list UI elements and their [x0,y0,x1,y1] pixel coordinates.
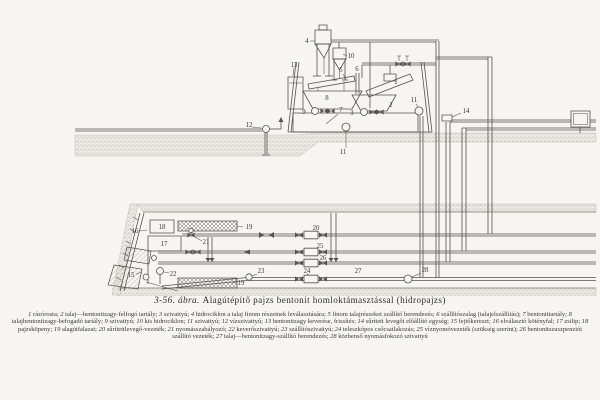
part-label-17: 17 [160,241,168,248]
small-hydrocyclone-10 [331,42,348,80]
booster-pump-28 [404,275,412,283]
legend-item: 27 talaj—bentonitzagy-szállító berendezés; [215,332,331,340]
part-label-3: 3 [350,110,354,117]
part-label-27: 27 [354,268,362,275]
pressure-regulator [189,228,193,232]
part-label-6: 6 [355,66,359,73]
part-label-4: 4 [305,38,309,45]
surface-plant [288,42,432,148]
legend-item: 16 elválasztó kötényfal; [492,318,557,326]
part-label-28: 28 [421,267,429,274]
part-label-16: 16 [131,228,139,235]
legend-item: 24 teleszkópos csőcsatlakozás; [334,325,417,333]
legend-item: 25 víznyomóvezeték (szükség szerint); [416,325,520,333]
legend-item: 13 bentonitzagy keverése, frissítés; [264,318,358,326]
legend-item: 17 zsilip; [556,318,582,326]
pump-11-basin [342,123,350,131]
part-label-9: 9 [302,109,306,116]
part-label-11: 11 [339,149,347,156]
legend-item: 28 közbenső nyomásfokozó szivattyú [330,332,428,340]
part-label-19b: 19 [237,280,245,287]
legend-item: 1 rázórosta; [28,311,61,318]
part-label-19a: 19 [245,224,253,231]
legend-item: 12 vízszivattyú; [221,318,265,326]
legend-item: 21 nyomásszabályozó; [167,325,229,333]
legend-item: 3 szivattyú; [159,311,191,318]
figure-number: 3-56. ábra. [154,295,200,305]
pump-9 [312,108,319,115]
part-label-8: 8 [325,95,329,102]
slurry-tank-8 [303,91,362,109]
pump-11-return [415,107,423,115]
air-fitting [442,115,452,121]
part-label-5: 5 [339,67,343,74]
part-label-14: 14 [462,108,470,115]
legend-item: 22 keverőszivattyú; [228,325,281,333]
part-label-24: 24 [303,268,311,275]
legend-item: 14 sűrített levegőt előállító egység; [357,318,451,326]
part-label-15: 15 [127,272,135,279]
legend-item: 4 hidrociklon a talaj finom részeinek leválasztására; [190,311,328,318]
part-label-12: 12 [245,122,253,129]
legend-item: 10 kis hidrociklon; [136,318,188,326]
fines-conveyor-5 [308,76,355,89]
tunnel-lining [178,221,243,288]
part-label-13: 13 [290,62,298,69]
legend-item: 6 szállítószalag (talajelszállítás); [436,311,523,318]
part-label-18: 18 [158,224,166,231]
pump-3 [361,109,368,116]
transport-pump-23 [246,274,252,280]
bentonite-tank-7 [293,113,418,132]
part-label-7: 7 [339,107,343,114]
part-label-23: 23 [257,268,265,275]
part-label-25: 25 [316,243,324,250]
legend-item: 7 bentonittartály; [522,311,569,318]
legend-item: 2 talaj—bentonitzagy-felfogó tartály; [60,311,160,318]
part-label-11b: 11 [410,97,418,104]
figure-legend [8,311,592,340]
riser-pipes [420,41,492,278]
legend-item: 15 fejtőkereszt; [450,318,493,326]
hydrocyclone-4 [310,25,439,76]
ground-surface [75,133,596,156]
legend-item: 9 szivattyú; [104,318,137,326]
part-label-22: 22 [169,271,177,278]
part-label-2: 2 [389,102,393,109]
legend-item: 5 finom talajrészeket szállító berendezés; [327,311,437,318]
part-label-10: 10 [347,53,355,60]
legend-item: 18 pajzsköpeny; [17,318,589,333]
legend-item: 26 bentonitszuszpenziót szállító vezeték; [172,325,583,340]
legend-item: 19 alagútfalazat; [53,325,99,333]
part-label-20: 20 [312,225,320,232]
legend-item: 8 talajbentonitzagy-befogadó tartály; [11,311,572,326]
figure-title: Alagútépítő pajzs bentonit homloktámasztással (hidropajzs) [202,295,446,305]
legend-item: 11 szivattyú; [187,318,222,326]
compressed-air-line [436,57,596,133]
part-label-1: 1 [394,79,398,86]
mixing-pump-22 [157,268,164,275]
figure-caption [0,295,600,305]
legend-item: 23 szállítószivattyú; [280,325,335,333]
part-label-26: 26 [319,255,327,262]
part-label-21: 21 [202,239,210,246]
legend-item: 20 sűrítettlevegő-vezeték; [98,325,168,333]
